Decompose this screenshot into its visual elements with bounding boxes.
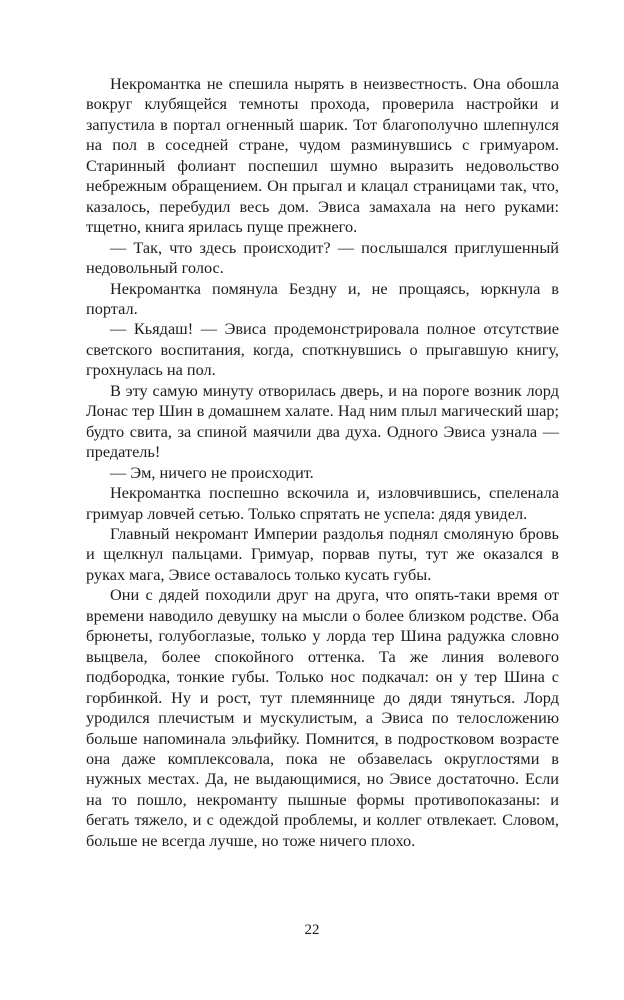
paragraph: — Кьядаш! — Эвиса продемонстрировала полное отсутствие светского воспитания, когда, споткнувшись о прыгавшую книгу, грохнулась на пол.	[86, 319, 559, 380]
paragraph: Они с дядей походили друг на друга, что опять-таки время от времени наводило девушку на мысли о более близком родстве. Оба брюнеты, голубоглазые, только у лорда тер Шина радужка словно выцвела, более спокойного оттенка. Та же линия волевого подбородка, тонкие губы. Только нос подкачал: он у тер Шина с горбинкой. Ну и рост, тут племяннице до дяди тянуться. Лорд уродился плечистым и мускулистым, а Эвиса по телосложению больше напоминала эльфийку. Помнится, в подростковом возрасте она даже комплексовала, пока не обзавелась округлостями в нужных местах. Да, не выдающимися, но Эвисе достаточно. Если на то пошло, некроманту пышные формы противопоказаны: и бегать тяжело, и с одеждой проблемы, и коллег отвлекает. Словом, больше не всегда лучше, но тоже ничего плохо.	[86, 585, 559, 850]
page-number: 22	[304, 922, 320, 938]
paragraph: Некромантка не спешила нырять в неизвестность. Она обошла вокруг клубящейся темноты прохода, проверила настройки и запустила в портал огненный шарик. Тот благополучно шлепнулся на пол в соседней стране, чудом разминувшись с гримуаром. Старинный фолиант поспешил шумно выразить недовольство небрежным обращением. Он прыгал и клацал страницами так, что, казалось, перебудил весь дом. Эвиса замахала на него руками: тщетно, книга ярилась пуще прежнего.	[86, 74, 559, 237]
paragraph: — Эм, ничего не происходит.	[110, 462, 314, 482]
paragraph: Некромантка помянула Бездну и, не прощаясь, юркнула в портал.	[86, 278, 559, 318]
paragraph: Некромантка поспешно вскочила и, изловчившись, спеленала гримуар ловчей сетью. Только спрятать не успела: дядя увидел.	[86, 483, 559, 523]
paragraph: — Так, что здесь происходит? — послышался приглушенный недовольный голос.	[86, 237, 559, 278]
paragraph: Главный некромант Империи раздолья поднял смоляную бровь и щелкнул пальцами. Гримуар, порвав путы, тут же оказался в руках мага, Эвисе оставалось только кусать губы.	[86, 523, 559, 584]
page-text	[86, 74, 559, 851]
paragraph: В эту самую минуту отворилась дверь, и на пороге возник лорд Лонас тер Шин в домашнем халате. Над ним плыл магический шар; будто свита, за спиной маячили два духа. Одного Эвиса узнала — предатель!	[86, 380, 559, 462]
